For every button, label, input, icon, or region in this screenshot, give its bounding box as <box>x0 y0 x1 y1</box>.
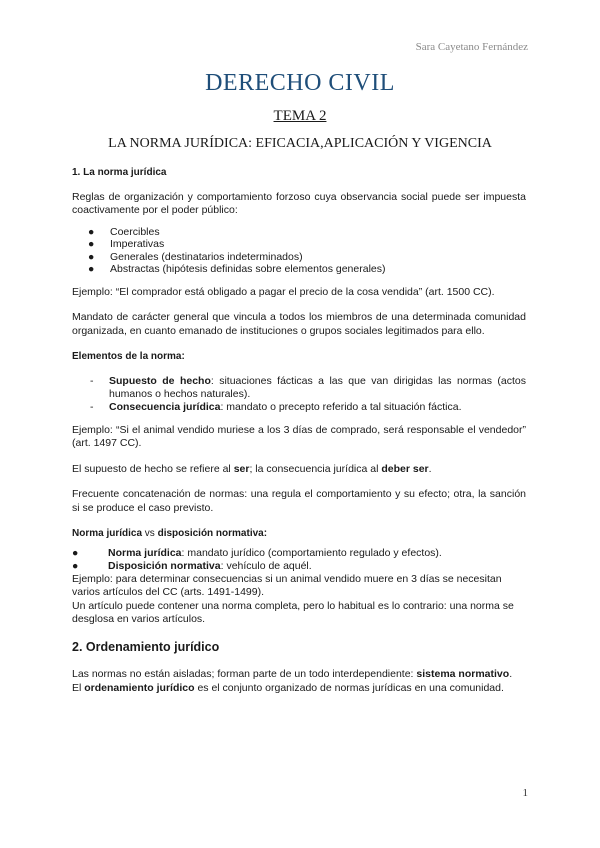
bullet-icon: ● <box>88 238 95 251</box>
dash-icon: - <box>90 374 94 387</box>
list-item: ● Abstractas (hipótesis definidas sobre elementos generales) <box>88 263 386 276</box>
example-3: Ejemplo: para determinar consecuencias si un animal vendido muere en 3 días se necesitan varios artículos del CC (arts. 1491-1499). <box>72 572 502 599</box>
bullet-icon: ● <box>72 559 79 572</box>
sistema-normativo-paragraph: Las normas no están aisladas; forman parte de un todo interdependiente: sistema normativo. <box>72 668 513 681</box>
term: Consecuencia jurídica <box>109 400 221 413</box>
dash-icon: - <box>90 400 94 413</box>
list-item: ● Norma jurídica: mandato jurídico (comportamiento regulado y efectos). <box>72 546 442 559</box>
bullet-icon: ● <box>88 250 95 263</box>
intro-paragraph: Reglas de organización y comportamiento forzoso cuya observancia social puede ser impuesta coactivamente por el poder público: <box>72 190 526 216</box>
section-1-heading: 1. La norma jurídica <box>72 167 167 178</box>
page-number: 1 <box>522 787 528 799</box>
bullet-icon: ● <box>88 225 95 238</box>
example-2: Ejemplo: “Si el animal vendido muriese a los 3 días de comprado, será responsable el vendedor” (art. 1497 CC). <box>72 423 526 450</box>
bullet-icon: ● <box>88 263 95 276</box>
norma-vs-disposicion-heading: Norma jurídica vs disposición normativa: <box>72 528 268 540</box>
list-item: ● Coercibles <box>88 225 160 238</box>
list-item: ● Imperativas <box>88 238 165 251</box>
ser-deber-ser-paragraph: El supuesto de hecho se refiere al ser; la consecuencia jurídica al deber ser. <box>72 462 432 475</box>
list-item: - Consecuencia jurídica: mandato o precepto referido a tal situación fáctica. <box>90 400 462 413</box>
characteristics-list <box>72 226 526 276</box>
term: Supuesto de hecho <box>109 374 211 387</box>
document-subtitle: LA NORMA JURÍDICA: EFICACIA,APLICACIÓN Y VIGENCIA <box>108 136 492 151</box>
bullet-icon: ● <box>72 546 79 559</box>
ordenamiento-paragraph: El ordenamiento jurídico es el conjunto organizado de normas jurídicas en una comunidad. <box>72 681 504 694</box>
elementos-list <box>72 375 526 414</box>
articulo-paragraph: Un artículo puede contener una norma completa, pero lo habitual es lo contrario: una norma se desglosa en varios artículos. <box>72 599 514 626</box>
tema-heading: TEMA 2 <box>273 108 327 124</box>
elementos-heading: Elementos de la norma: <box>72 351 185 363</box>
mandato-paragraph: Mandato de carácter general que vincula a todos los miembros de una determinada comunidad organizada, en cuanto emanado de instituciones o grupos sociales legitimados para ello. <box>72 311 526 337</box>
norma-disposicion-list <box>72 547 526 573</box>
list-item: ● Disposición normativa: vehículo de aquél. <box>72 559 312 572</box>
concatenacion-paragraph: Frecuente concatenación de normas: una regula el comportamiento y su efecto; otra, la sanción si se produce el caso previsto. <box>72 488 526 514</box>
list-item: ● Generales (destinatarios indeterminados) <box>88 250 303 263</box>
example-1: Ejemplo: “El comprador está obligado a pagar el precio de la cosa vendida” (art. 1500 CC). <box>72 285 495 298</box>
list-item: - Supuesto de hecho: situaciones fácticas a las que van dirigidas las normas (actos humanos o hechos naturales). <box>90 374 526 400</box>
section-2-heading: 2. Ordenamiento jurídico <box>72 639 220 654</box>
author-name: Sara Cayetano Fernández <box>415 41 528 53</box>
document-title: DERECHO CIVIL <box>205 70 395 96</box>
document-body <box>72 166 526 695</box>
